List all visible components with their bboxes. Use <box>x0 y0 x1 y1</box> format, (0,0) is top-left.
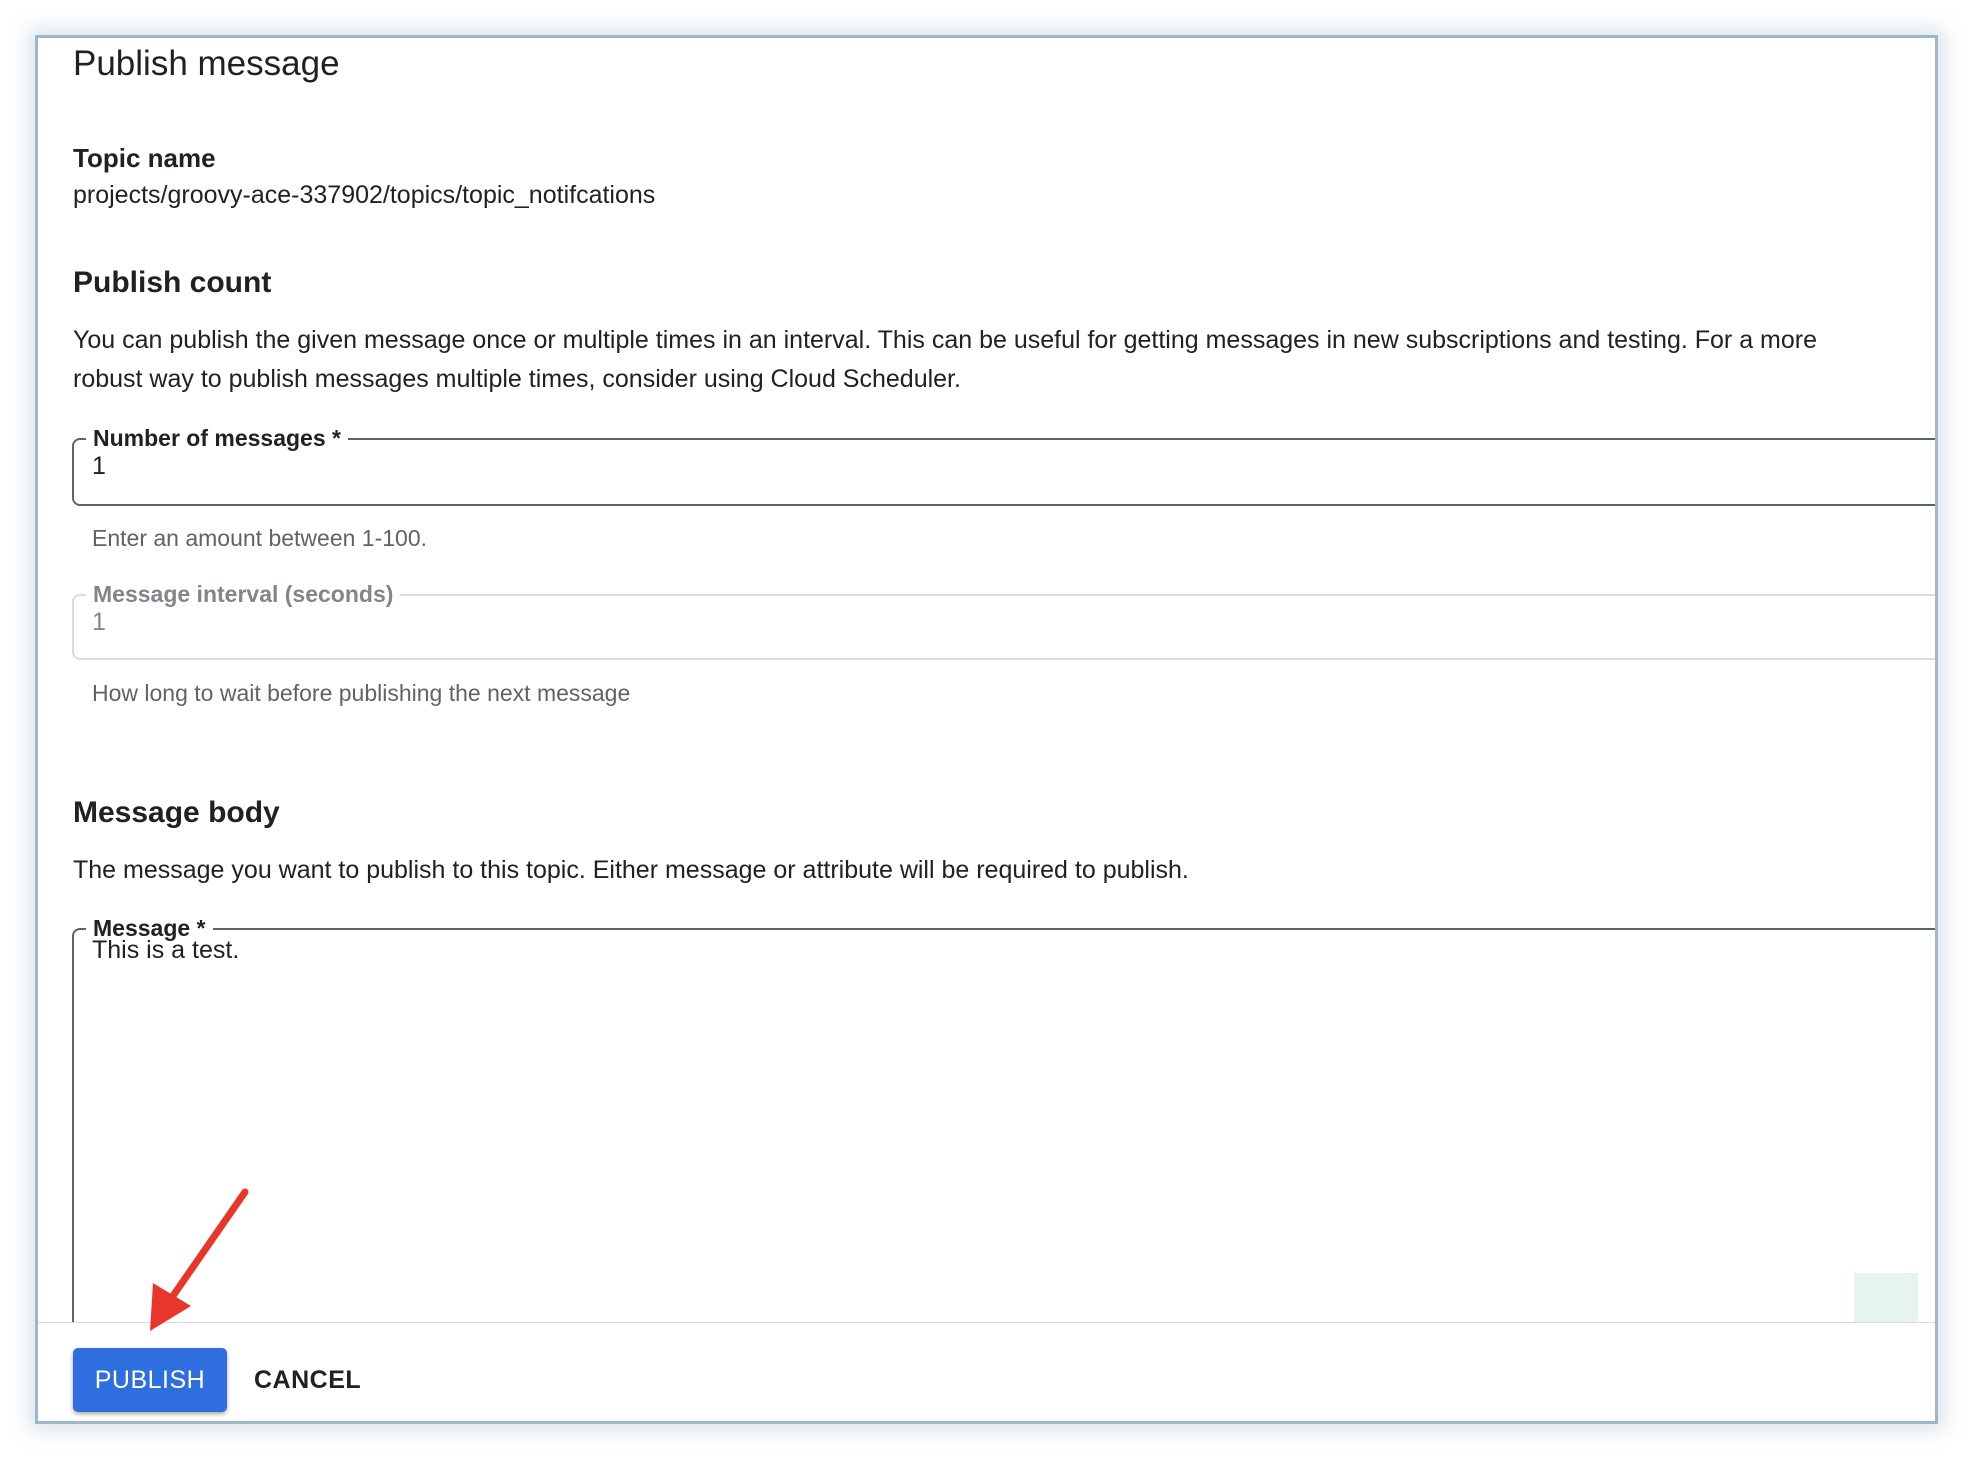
publish-button[interactable]: PUBLISH <box>73 1348 227 1412</box>
dialog-title: Publish message <box>73 44 340 83</box>
message-interval-helper: How long to wait before publishing the next message <box>92 680 631 706</box>
number-of-messages-helper: Enter an amount between 1-100. <box>92 525 428 551</box>
message-body-description: The message you want to publish to this topic. Either message or attribute will be required to publish. <box>73 856 1189 884</box>
message-interval-label: Message interval (seconds) <box>93 581 394 607</box>
dialog-footer <box>38 1322 1935 1424</box>
publish-count-description-line2: robust way to publish messages multiple times, consider using Cloud Scheduler. <box>73 365 961 393</box>
message-label: Message * <box>93 915 206 941</box>
publish-count-heading: Publish count <box>73 266 272 299</box>
publish-message-dialog <box>35 35 1938 1424</box>
cancel-button[interactable]: CANCEL <box>248 1348 367 1412</box>
textarea-resize-handle[interactable] <box>1854 1273 1918 1325</box>
message-body-heading: Message body <box>73 796 280 829</box>
message-interval-input: 1 <box>92 608 106 636</box>
topic-name-value: projects/groovy-ace-337902/topics/topic_notifcations <box>73 181 656 209</box>
number-of-messages-field[interactable] <box>72 425 1938 506</box>
message-textarea[interactable]: This is a test. <box>92 936 240 964</box>
message-interval-field <box>72 581 1938 660</box>
number-of-messages-label: Number of messages * <box>93 425 341 451</box>
publish-count-description-line1: You can publish the given message once or multiple times in an interval. This can be useful for getting messages in new subscriptions and testing. For a more <box>73 326 1818 354</box>
message-field[interactable] <box>72 915 1938 1365</box>
topic-name-label: Topic name <box>73 143 216 173</box>
number-of-messages-input[interactable]: 1 <box>92 452 106 480</box>
